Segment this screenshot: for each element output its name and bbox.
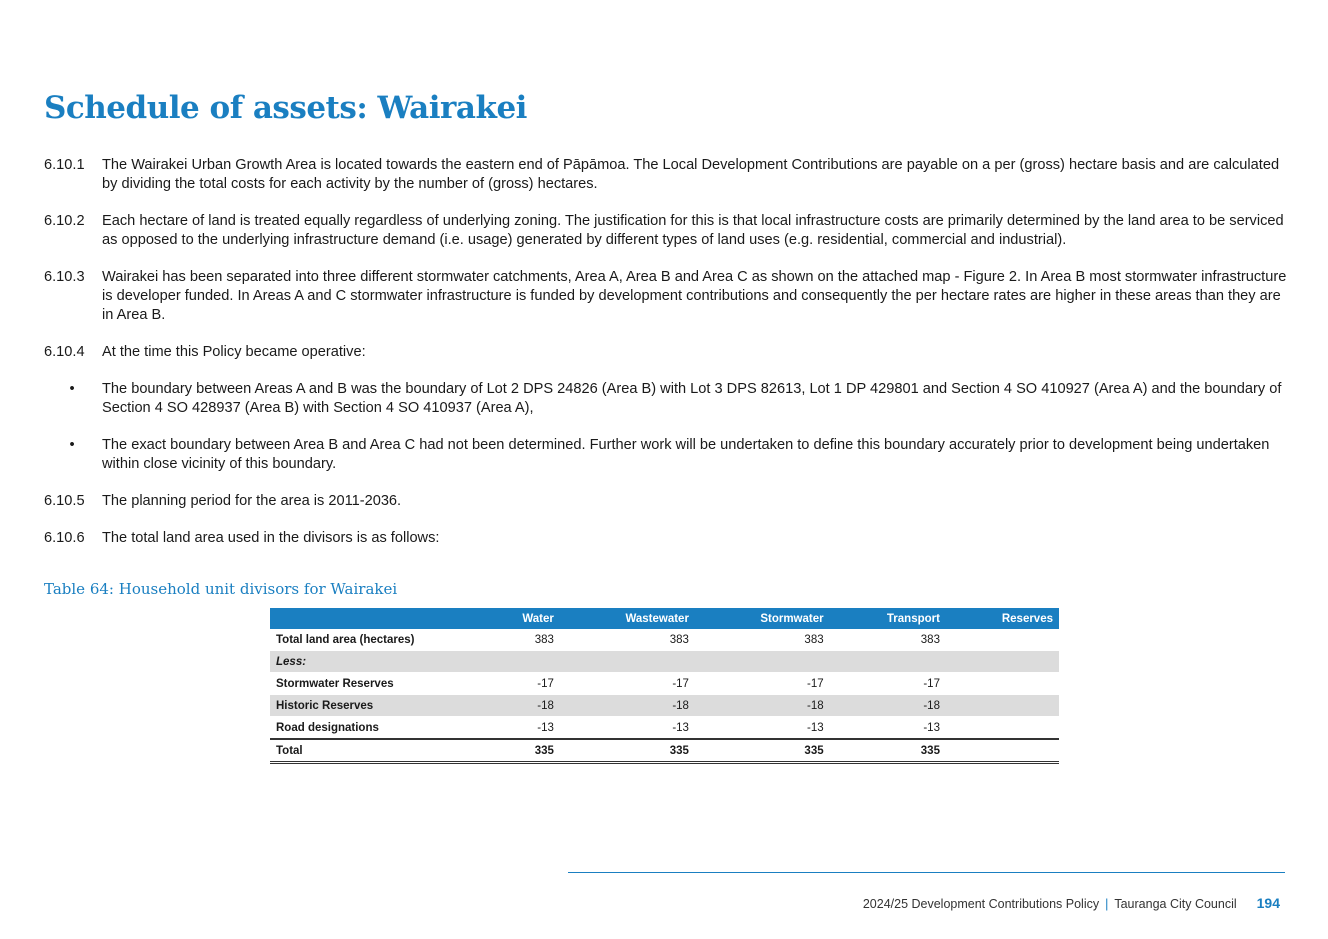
cell-transport: -18 [830,695,946,717]
cell-wastewater [560,651,695,673]
paragraph-number: 6.10.6 [44,530,85,546]
footer-document-title: 2024/25 Development Contributions Policy [862,897,1100,911]
cell-transport: -17 [830,673,946,695]
page-title: Schedule of assets: Wairakei [44,90,527,126]
paragraph-number: 6.10.2 [44,213,85,229]
cell-transport: -13 [830,717,946,740]
cell-wastewater: -18 [560,695,695,717]
paragraph-number: 6.10.3 [44,269,85,285]
row-label: Total [270,739,482,763]
paragraph-6-10-5 [44,492,1294,511]
cell-water: -18 [482,695,560,717]
paragraph-number: 6.10.4 [44,344,85,360]
cell-wastewater: -13 [560,717,695,740]
paragraph-text: The planning period for the area is 2011-2036. [102,493,402,509]
cell-reserves [946,717,1059,740]
bullet-item [44,380,1294,418]
row-label: Less: [270,651,482,673]
cell-stormwater [695,651,830,673]
header-cell-stormwater: Stormwater [695,608,830,629]
paragraph-6-10-4 [44,343,1294,362]
table-row [270,717,1059,740]
cell-transport: 335 [830,739,946,763]
bullet-marker: • [69,437,75,453]
footer-organisation: Tauranga City Council [1114,897,1237,911]
cell-reserves [946,629,1059,651]
cell-transport [830,651,946,673]
cell-water [482,651,560,673]
row-label: Stormwater Reserves [270,673,482,695]
page-footer [863,895,1280,911]
table-row [270,673,1059,695]
cell-stormwater: -13 [695,717,830,740]
row-label: Total land area (hectares) [270,629,482,651]
footer-divider [568,872,1285,873]
paragraph-6-10-3 [44,268,1294,325]
bullet-marker: • [69,381,75,397]
row-label: Historic Reserves [270,695,482,717]
table-row [270,629,1059,651]
header-cell-blank [270,608,482,629]
paragraph-text: Wairakei has been separated into three different stormwater catchments, Area A, Area B and Area C as shown on the attached map - Figure 2. In Area B most stormwater infrastructure is developer funded. In Areas A and C stormwater infrastructure is funded by development contributions and consequently the per hectare rates are higher in these areas than they are in Area B. [102,269,1287,323]
header-cell-wastewater: Wastewater [560,608,695,629]
cell-wastewater: 335 [560,739,695,763]
cell-stormwater: -17 [695,673,830,695]
cell-water: -13 [482,717,560,740]
cell-stormwater: 335 [695,739,830,763]
paragraph-6-10-6 [44,529,1294,548]
paragraph-text: Each hectare of land is treated equally regardless of underlying zoning. The justification for this is that local infrastructure costs are primarily determined by the land area to be serviced as opposed to the underlying infrastructure demand (i.e. usage) generated by different types of land uses (e.g. residential, commercial and industrial). [102,213,1284,248]
footer-separator: | [1105,897,1109,911]
cell-reserves [946,673,1059,695]
bullet-text: The exact boundary between Area B and Area C had not been determined. Further work will be undertaken to define this boundary accurately prior to development being undertaken within close vicinity of this boundary. [102,437,1270,472]
paragraph-6-10-1 [44,156,1294,194]
divisors-table [270,608,1059,764]
cell-stormwater: -18 [695,695,830,717]
cell-wastewater: -17 [560,673,695,695]
cell-water: 335 [482,739,560,763]
cell-water: 383 [482,629,560,651]
table-row [270,651,1059,673]
cell-reserves [946,651,1059,673]
cell-water: -17 [482,673,560,695]
cell-reserves [946,695,1059,717]
table-header-row [270,608,1059,629]
cell-wastewater: 383 [560,629,695,651]
page-number: 194 [1256,895,1280,911]
bullet-item [44,436,1294,474]
paragraph-number: 6.10.1 [44,157,85,173]
paragraph-text: The Wairakei Urban Growth Area is located towards the eastern end of Pāpāmoa. The Local Development Contributions are payable on a per (gross) hectare basis and are calculated by dividing the total costs for each activity by the number of (gross) hectares. [102,157,1280,192]
cell-stormwater: 383 [695,629,830,651]
row-label: Road designations [270,717,482,740]
paragraph-6-10-2 [44,212,1294,250]
header-cell-water: Water [482,608,560,629]
table-caption: Table 64: Household unit divisors for Wairakei [44,580,398,598]
paragraph-text: At the time this Policy became operative: [102,344,366,360]
table-row [270,695,1059,717]
header-cell-transport: Transport [830,608,946,629]
paragraph-number: 6.10.5 [44,493,85,509]
body-text [44,156,1294,566]
cell-transport: 383 [830,629,946,651]
cell-reserves [946,739,1059,763]
header-cell-reserves: Reserves [946,608,1059,629]
bullet-text: The boundary between Areas A and B was the boundary of Lot 2 DPS 24826 (Area B) with Lot 3 DPS 82613, Lot 1 DP 429801 and Section 4 SO 410927 (Area A) and the boundary of Section 4 SO 428937 (Area B) with Section 4 SO 410937 (Area A), [102,381,1282,416]
paragraph-text: The total land area used in the divisors is as follows: [102,530,440,546]
table-total-row [270,739,1059,763]
